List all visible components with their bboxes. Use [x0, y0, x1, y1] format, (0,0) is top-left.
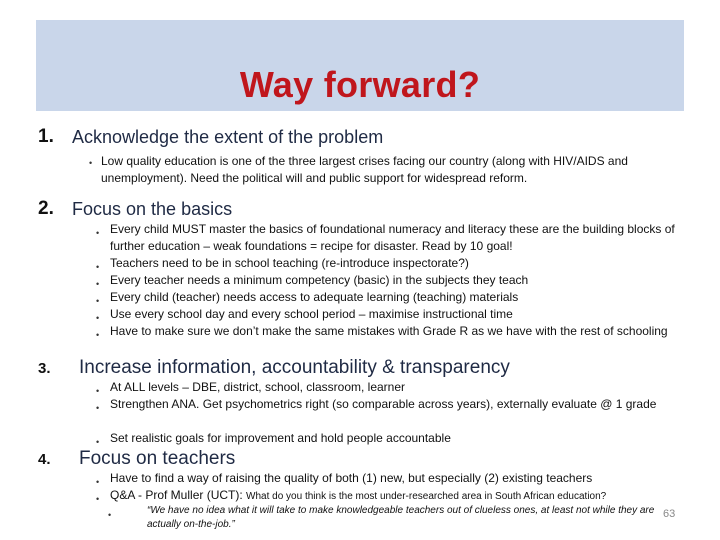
list-item: Set realistic goals for improvement and hold people accountable: [110, 431, 451, 445]
section-number: 3.: [38, 360, 51, 377]
qa-question: What do you think is the most under-researched area in South African education?: [246, 491, 607, 502]
section-heading: Increase information, accountability & transparency: [79, 357, 510, 378]
section-heading: Focus on the basics: [72, 199, 233, 219]
list-item: Every teacher needs a minimum competency (basic) in the subjects they teach: [110, 273, 529, 287]
list-item: Have to find a way of raising the quality of both (1) new, but especially (2) existing teachers: [110, 471, 593, 485]
quote-item: “We have no idea what it will take to make knowledgeable teachers out of clueless ones, at least not while they are actually on-the-job.”: [147, 505, 655, 530]
list-item: Teachers need to be in school teaching (re-introduce inspectorate?): [110, 256, 469, 270]
bullet-icon: •: [96, 403, 100, 413]
bullet-icon: •: [96, 386, 100, 396]
slide-title: Way forward?: [239, 64, 481, 105]
section-heading: Acknowledge the extent of the problem: [72, 127, 384, 147]
bullet-icon: •: [96, 279, 100, 289]
bullet-icon: •: [96, 228, 100, 238]
section-heading: Focus on teachers: [79, 448, 236, 469]
page-number: 63: [663, 508, 676, 520]
list-item: [110, 487, 675, 504]
bullet-icon: •: [96, 437, 100, 447]
bullet-icon: •: [89, 158, 93, 168]
bullet-icon: •: [108, 510, 112, 520]
list-item: Have to make sure we don’t make the same mistakes with Grade R as we have with the rest of schooling: [110, 324, 668, 338]
bullet-icon: •: [96, 262, 100, 272]
list-item: Strengthen ANA. Get psychometrics right (so comparable across years), externally evaluate @ 1 grade: [110, 397, 657, 411]
list-item: Every child (teacher) needs access to adequate learning (teaching) materials: [110, 290, 519, 304]
list-item: Every child MUST master the basics of foundational numeracy and literacy these are the building blocks of further education – weak foundations = recipe for disaster. Read by 10 goal!: [110, 222, 675, 253]
bullet-icon: •: [96, 330, 100, 340]
section-number: 2.: [38, 198, 54, 219]
qa-label: Q&A - Prof Muller (UCT):: [110, 488, 243, 502]
bullet-icon: •: [96, 494, 100, 504]
bullet-icon: •: [96, 313, 100, 323]
list-item: At ALL levels – DBE, district, school, classroom, learner: [110, 380, 406, 394]
section-number: 1.: [38, 126, 54, 147]
title-banner: [36, 20, 684, 111]
bullet-icon: •: [96, 296, 100, 306]
list-item: Use every school day and every school period – maximise instructional time: [110, 307, 513, 321]
section-number: 4.: [38, 451, 51, 468]
bullet-icon: •: [96, 477, 100, 487]
list-item: Low quality education is one of the three largest crises facing our country (along with HIV/AIDS and unemployment). Need the political will and public support for widespread reform.: [101, 154, 628, 185]
